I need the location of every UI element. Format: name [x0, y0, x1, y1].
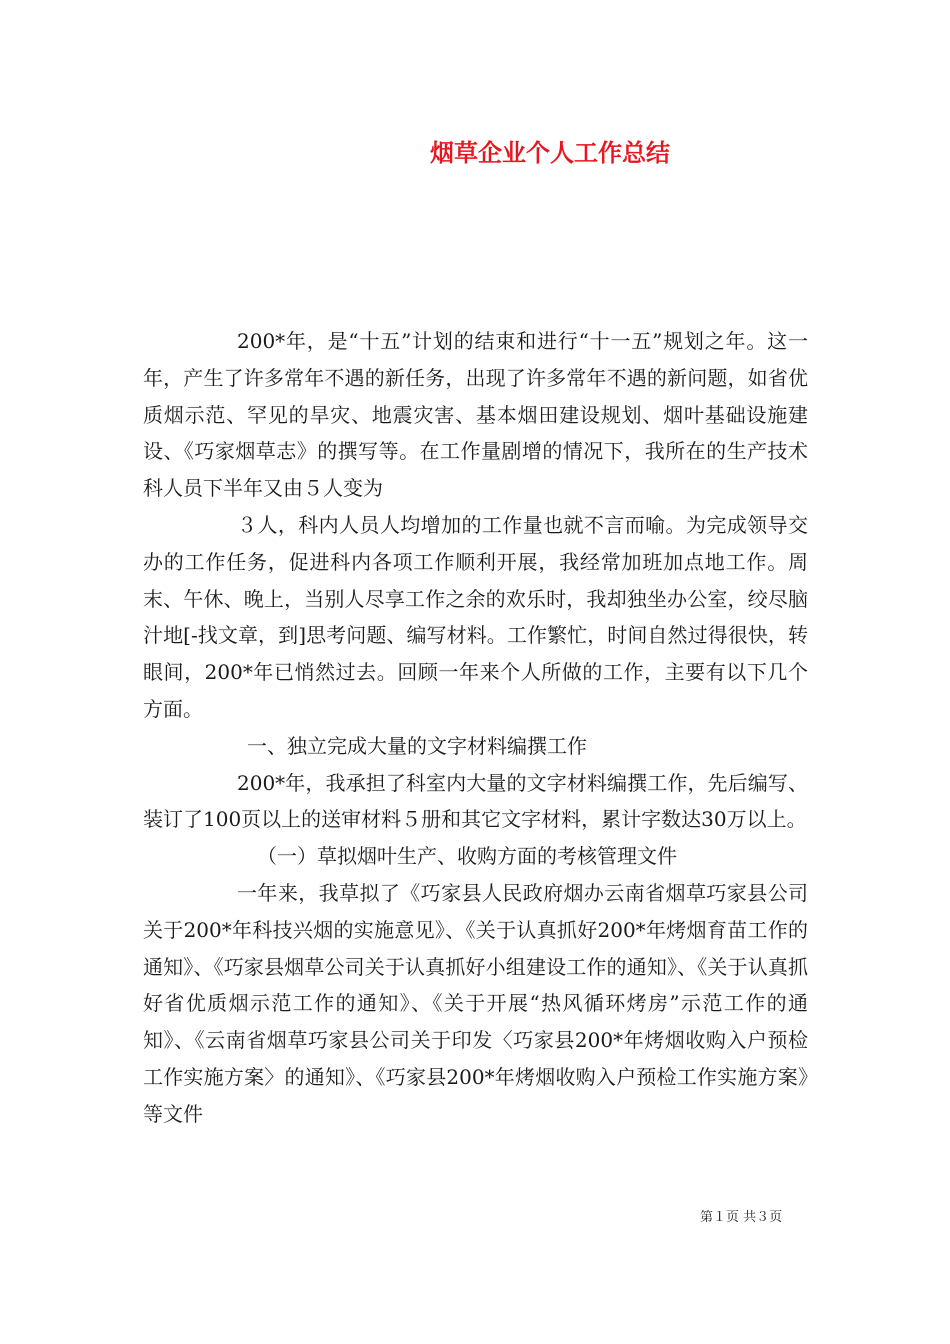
- document-body: [143, 323, 808, 1133]
- paragraph-workload: ３人，科内人员人均增加的工作量也就不言而喻。为完成领导交办的工作任务，促进科内各项工作顺利开展，我经常加班加点地工作。周末、午休、晚上，当别人尽享工作之余的欢乐时，我却独坐办公室，绞尽脑汁地[-找文章，到]思考问题、编写材料。工作繁忙，时间自然过得很快，转眼间，200*年已悄然过去。回顾一年来个人所做的工作，主要有以下几个方面。: [143, 512, 808, 721]
- section-heading-1: 一、独立完成大量的文字材料编撰工作: [247, 733, 587, 758]
- document-title: 烟草企业个人工作总结: [430, 138, 670, 167]
- subsection-heading-1: （一）草拟烟叶生产、收购方面的考核管理文件: [257, 844, 677, 869]
- page-number-footer: 第１页 共３页: [700, 1210, 783, 1225]
- paragraph-intro: 200*年，是“十五”计划的结束和进行“十一五”规划之年。这一年，产生了许多常年不遇的新任务，出现了许多常年不遇的新问题，如省优质烟示范、罕见的旱灾、地震灾害、基本烟田建设规划、烟叶基础设施建设、《巧家烟草志》的撰写等。在工作量剧增的情况下，我所在的生产技术科人员下半年又由５人变为: [143, 329, 808, 501]
- paragraph-section-1: 200*年，我承担了科室内大量的文字材料编撰工作，先后编写、装订了100页以上的送审材料５册和其它文字材料，累计字数达30万以上。: [143, 770, 808, 832]
- paragraph-subsection-1: 一年来，我草拟了《巧家县人民政府烟办云南省烟草巧家县公司关于200*年科技兴烟的实施意见》、《关于认真抓好200*年烤烟育苗工作的通知》、《巧家县烟草公司关于认真抓好小组建设工作的通知》、《关于认真抓好省优质烟示范工作的通知》、《关于开展“热风循环烤房”示范工作的通知》、《云南省烟草巧家县公司关于印发〈巧家县200*年烤烟收购入户预检工作实施方案〉的通知》、《巧家县200*年烤烟收购入户预检工作实施方案》等文件: [143, 880, 808, 1126]
